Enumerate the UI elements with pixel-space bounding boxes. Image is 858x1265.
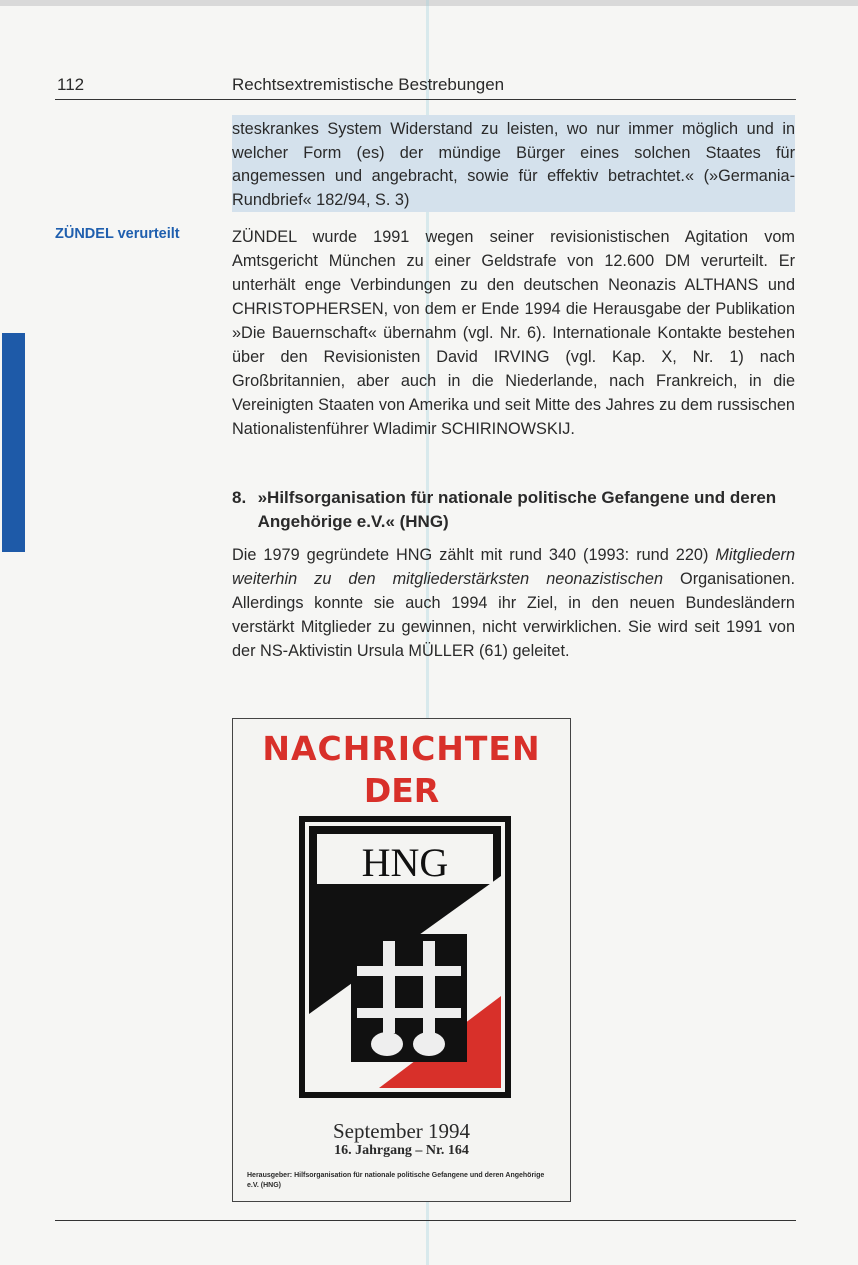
section-heading [232, 486, 795, 534]
running-title: Rechtsextremistische Bestrebungen [232, 75, 505, 94]
hng-text-italic: Mitgliedern weiterhin zu den mitgliederstärksten neonazistischen [232, 546, 795, 588]
cover-date: September 1994 [332, 1119, 471, 1143]
newsletter-cover-image [232, 718, 571, 1202]
scan-edge [0, 0, 858, 6]
section-title: »Hilfsorganisation für nationale politische Gefangene und deren Angehörige e.V.« (HNG) [257, 488, 777, 531]
quote-block [232, 115, 795, 212]
page-number: 112 [57, 75, 85, 94]
thumb-index-bar [2, 333, 25, 552]
emblem-text: HNG [361, 840, 449, 885]
quote-text: steskrankes System Widerstand zu leisten, wo nur immer möglich und in welcher Form (es) der mündige Bürger eines solchen Staates für angemessen und angebracht, sowie für effektiv betrachtet.« (»Germania-Rundbrief« 182/94, S. 3) [232, 120, 795, 209]
cover-title-line2: DER [363, 771, 440, 810]
margin-note: ZÜNDEL verurteilt [55, 226, 180, 242]
header-rule [55, 99, 796, 100]
footer-rule [55, 1220, 796, 1221]
cover-publisher: Herausgeber: Hilfsorganisation für nationale politische Gefangene und deren Angehörige e.V. (HNG) [247, 1172, 545, 1189]
cover-title-line1: NACHRICHTEN [262, 729, 541, 768]
section-number: 8. [232, 488, 247, 507]
zuendel-paragraph: ZÜNDEL wurde 1991 wegen seiner revisionistischen Agitation vom Amtsgericht München zu einer Geldstrafe von 12.600 DM verurteilt. Er unterhält enge Verbindungen zu den deutschen Neonazis ALTHANS und CHRISTOPHERSEN, von dem er Ende 1994 die Herausgabe der Publikation »Die Bauernschaft« übernahm (vgl. Nr. 6). Internationale Kontakte bestehen über den Revisionisten David IRVING (vgl. Kap. X, Nr. 1) nach Großbritannien, aber auch in die Niederlande, nach Frankreich, in die Vereinigten Staaten von Amerika und seit Mitte des Jahres zu dem russischen Nationalistenführer Wladimir SCHIRINOWSKIJ. [232, 228, 795, 438]
hng-text-b: Organisationen. Allerdings konnte sie auch 1994 ihr Ziel, in den neuen Bundesländern verstärkt Mitglieder zu gewinnen, nicht verwirklichen. Sie wird seit 1991 von der NS-Aktivistin Ursula MÜLLER (61) geleitet. [232, 570, 795, 660]
cover-issue: 16. Jahrgang – Nr. 164 [334, 1143, 469, 1158]
hng-emblem [299, 816, 511, 1098]
hng-text-a: Die 1979 gegründete HNG zählt mit rund 340 (1993: rund 220) [232, 546, 716, 564]
hng-paragraph [232, 543, 795, 663]
